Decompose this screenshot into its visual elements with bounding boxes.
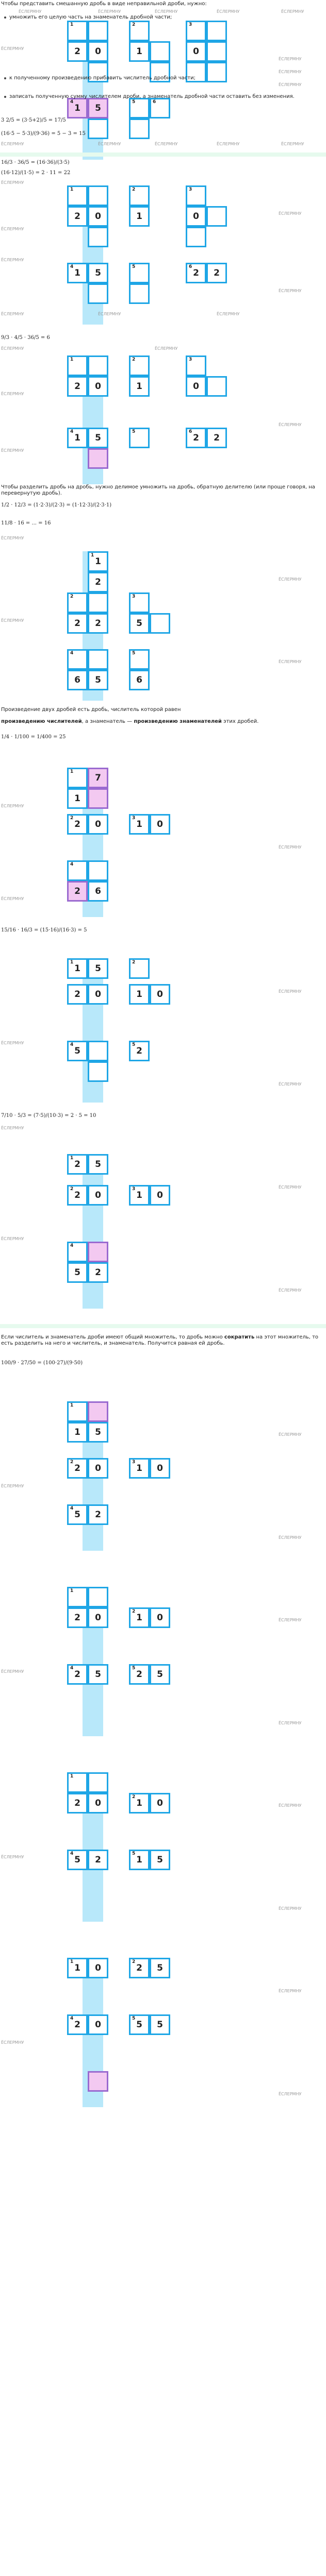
ad-label: ЁСЛЕРМНУ	[1, 1126, 24, 1130]
grid-cell[interactable]: 0	[150, 984, 170, 1005]
ad-label: ЁСЛЕРМНУ	[1, 1484, 24, 1488]
grid-cell[interactable]: 0	[88, 1185, 108, 1206]
grid-cell[interactable]: 1 2	[67, 1154, 88, 1175]
example-4: (16·12)/(1·5) = 2 · 11 = 22	[1, 170, 71, 176]
ad-label: ЁСЛЕРМНУ	[279, 1432, 302, 1437]
grid-cell[interactable]	[150, 613, 170, 634]
grid-cell[interactable]: 2	[67, 206, 88, 227]
ad-label: ЁСЛЕРМНУ	[281, 142, 304, 146]
grid-cell[interactable]: 5	[67, 1262, 88, 1283]
ad-label: ЁСЛЕРМНУ	[1, 258, 24, 262]
ad-label: ЁСЛЕРМНУ	[279, 577, 302, 582]
grid-cell[interactable]: 2	[88, 572, 108, 592]
grid-cell[interactable]: 1 1	[67, 958, 88, 979]
grid-cell[interactable]: 1	[67, 185, 88, 206]
puzzle-grid[interactable]	[52, 1154, 309, 1303]
grid-cell[interactable]: 5	[88, 1154, 108, 1175]
grid-cell[interactable]: 2 1	[129, 1607, 150, 1628]
grid-cell[interactable]: 5	[150, 1958, 170, 1978]
grid-cell[interactable]: 3	[129, 592, 150, 613]
grid-cell[interactable]	[206, 62, 227, 82]
section-2-rule: произведению числителей, а знаменатель — произведению знаменателей этих дробей.	[1, 719, 259, 724]
grid-cell[interactable]: 5	[88, 1664, 108, 1685]
example-5: 9/3 · 4/5 · 36/5 = 6	[1, 335, 50, 341]
grid-cell[interactable]: 4 5	[67, 1041, 88, 1061]
ad-label: ЁСЛЕРМНУ	[217, 142, 240, 146]
grid-cell[interactable]	[88, 185, 108, 206]
ad-label: ЁСЛЕРМНУ	[279, 1185, 302, 1190]
example-1: 3 2/5 = (3·5+2)/5 = 17/5	[1, 117, 66, 123]
ad-label: ЁСЛЕРМНУ	[98, 142, 121, 146]
grid-cell[interactable]: 2 2	[67, 1185, 88, 1206]
ad-label: ЁСЛЕРМНУ	[279, 70, 302, 74]
ad-label: ЁСЛЕРМНУ	[1, 312, 24, 316]
grid-cell[interactable]: 4	[67, 860, 88, 881]
grid-cell[interactable]: 1	[129, 206, 150, 227]
grid-cell[interactable]: 6	[67, 670, 88, 690]
grid-cell[interactable]	[206, 21, 227, 41]
grid-cell[interactable]: 2	[67, 592, 88, 613]
grid-cell[interactable]: 6	[129, 670, 150, 690]
grid-cell[interactable]: 6	[150, 98, 170, 118]
ad-label: ЁСЛЕРМНУ	[155, 346, 178, 351]
grid-cell[interactable]	[186, 227, 206, 247]
ad-label: ЁСЛЕРМНУ	[279, 659, 302, 664]
ad-label: ЁСЛЕРМНУ	[279, 82, 302, 87]
ad-label: ЁСЛЕРМНУ	[279, 289, 302, 293]
grid-cell[interactable]: 0	[88, 1793, 108, 1814]
grid-cell[interactable]: 5	[88, 958, 108, 979]
grid-cell[interactable]: 0	[186, 206, 206, 227]
ad-label: ЁСЛЕРМНУ	[155, 9, 178, 14]
grid-cell[interactable]: 0	[88, 1607, 108, 1628]
separator	[0, 1324, 326, 1328]
grid-cell[interactable]: 0	[88, 814, 108, 835]
bullet-icon	[4, 16, 6, 19]
grid-cell[interactable]: 2	[67, 1793, 88, 1814]
ad-label: ЁСЛЕРМНУ	[1, 1855, 24, 1859]
grid-cell[interactable]: 2	[129, 355, 150, 376]
ad-label: ЁСЛЕРМНУ	[279, 1803, 302, 1808]
grid-cell[interactable]: 2 2	[67, 814, 88, 835]
grid-cell[interactable]	[88, 592, 108, 613]
step-2: к полученному произведению прибавить числитель дробной части;	[9, 75, 195, 81]
grid-cell[interactable]: 4 5	[67, 1850, 88, 1870]
grid-cell-highlight[interactable]	[88, 2071, 108, 2092]
grid-bar	[83, 1154, 103, 1309]
grid-cell[interactable]: 1	[67, 1587, 88, 1607]
section-2-text-2: Произведение двух дробей есть дробь, числитель которой равен	[1, 707, 181, 713]
grid-cell[interactable]	[88, 355, 108, 376]
section-3-text: Если числитель и знаменатель дроби имеют общий множитель, то дробь можно сократить на этот множитель, то есть разделить на него и числитель, и знаменатель. Получится равная ей дробь.	[1, 1334, 319, 1346]
grid-cell[interactable]: 0	[150, 1185, 170, 1206]
grid-cell[interactable]: 2 2	[129, 1958, 150, 1978]
grid-cell[interactable]: 5	[129, 428, 150, 448]
grid-cell[interactable]: 1	[67, 768, 88, 788]
puzzle-grid[interactable]	[52, 21, 309, 155]
grid-cell-highlight[interactable]	[88, 1242, 108, 1262]
grid-cell[interactable]: 2	[206, 263, 227, 283]
ad-label: ЁСЛЕРМНУ	[279, 1721, 302, 1725]
grid-cell[interactable]: 5	[150, 1850, 170, 1870]
grid-cell[interactable]	[88, 227, 108, 247]
grid-cell-highlight[interactable]: 5	[88, 98, 108, 118]
grid-cell[interactable]: 2	[206, 428, 227, 448]
puzzle-grid[interactable]	[52, 355, 309, 479]
example-2: (16·5 − 5·3)/(9·36) = 5 − 3 = 15	[1, 131, 86, 137]
bullet-icon	[4, 77, 6, 79]
grid-cell-highlight[interactable]: 7	[88, 768, 108, 788]
grid-cell[interactable]: 1 1	[67, 1958, 88, 1978]
grid-cell[interactable]: 2	[88, 1850, 108, 1870]
grid-cell[interactable]: 5	[129, 263, 150, 283]
ad-label: ЁСЛЕРМНУ	[279, 1906, 302, 1911]
grid-cell[interactable]: 2	[88, 613, 108, 634]
ad-label: ЁСЛЕРМНУ	[1, 448, 24, 453]
example-8: 1/4 · 1/100 = 1/400 = 25	[1, 734, 66, 740]
grid-cell[interactable]: 2	[67, 41, 88, 62]
grid-cell[interactable]: 0	[150, 1458, 170, 1479]
grid-cell[interactable]: 2	[88, 1504, 108, 1525]
grid-cell[interactable]: 3 1	[129, 1185, 150, 1206]
ad-label: ЁСЛЕРМНУ	[1, 392, 24, 396]
grid-cell[interactable]: 2	[67, 376, 88, 397]
grid-cell[interactable]: 0	[186, 376, 206, 397]
grid-cell[interactable]: 0	[150, 1793, 170, 1814]
example-9: 15/16 · 16/3 = (15·16)/(16·3) = 5	[1, 927, 87, 933]
grid-cell-highlight[interactable]: 2	[67, 881, 88, 902]
intro-text: Чтобы представить смешанную дробь в виде неправильной дроби, нужно:	[1, 1, 207, 7]
ad-label: ЁСЛЕРМНУ	[279, 2092, 302, 2096]
ad-label: ЁСЛЕРМНУ	[279, 57, 302, 61]
grid-cell[interactable]: 5 5	[129, 2014, 150, 2035]
grid-cell[interactable]: 2 2	[67, 1458, 88, 1479]
grid-cell[interactable]: 5 1	[129, 1850, 150, 1870]
ad-label: ЁСЛЕРМНУ	[19, 9, 42, 14]
grid-cell[interactable]: 1	[129, 41, 150, 62]
grid-cell[interactable]: 5 2	[129, 1041, 150, 1061]
grid-cell[interactable]	[88, 649, 108, 670]
grid-cell[interactable]	[88, 1772, 108, 1793]
grid-cell[interactable]	[88, 118, 108, 139]
ad-label: ЁСЛЕРМНУ	[1, 896, 24, 901]
grid-cell[interactable]: 1	[67, 1422, 88, 1443]
grid-cell[interactable]: 5	[150, 2014, 170, 2035]
grid-cell[interactable]: 1 1	[88, 551, 108, 572]
ad-label: ЁСЛЕРМНУ	[217, 9, 240, 14]
grid-cell[interactable]: 3	[186, 185, 206, 206]
grid-cell[interactable]: 4 2	[67, 2014, 88, 2035]
grid-cell[interactable]: 5	[88, 263, 108, 283]
grid-cell[interactable]: 4 1	[67, 428, 88, 448]
puzzle-grid[interactable]	[52, 551, 309, 696]
example-11: 100/9 · 27/50 = (100·27)/(9·50)	[1, 1360, 83, 1366]
grid-cell[interactable]: 6	[88, 881, 108, 902]
ad-label: ЁСЛЕРМНУ	[1, 2040, 24, 2045]
grid-cell[interactable]: 2	[67, 1607, 88, 1628]
puzzle-grid[interactable]	[52, 958, 309, 1097]
grid-cell[interactable]: 1	[67, 21, 88, 41]
grid-cell[interactable]: 4	[67, 1242, 88, 1262]
ad-label: ЁСЛЕРМНУ	[155, 142, 178, 146]
grid-cell[interactable]: 5	[129, 98, 150, 118]
grid-cell[interactable]: 1	[129, 376, 150, 397]
grid-cell-highlight[interactable]	[88, 1401, 108, 1422]
ad-label: ЁСЛЕРМНУ	[1, 142, 24, 146]
grid-cell[interactable]: 5 2	[129, 1664, 150, 1685]
grid-cell-highlight[interactable]: 4 1	[67, 98, 88, 118]
ad-label: ЁСЛЕРМНУ	[1, 536, 24, 540]
grid-cell[interactable]	[88, 1587, 108, 1607]
grid-cell[interactable]	[129, 283, 150, 304]
grid-cell[interactable]	[129, 118, 150, 139]
grid-cell[interactable]: 2 1	[129, 1793, 150, 1814]
ad-label: ЁСЛЕРМНУ	[281, 9, 304, 14]
grid-cell[interactable]: 1	[129, 984, 150, 1005]
grid-cell[interactable]	[88, 283, 108, 304]
ad-label: ЁСЛЕРМНУ	[1, 1041, 24, 1045]
ad-label: ЁСЛЕРМНУ	[1, 180, 24, 185]
ad-label: ЁСЛЕРМНУ	[98, 9, 121, 14]
ad-label: ЁСЛЕРМНУ	[279, 845, 302, 850]
grid-cell[interactable]: 5	[150, 1664, 170, 1685]
grid-cell[interactable]: 6 2	[186, 428, 206, 448]
grid-cell[interactable]	[206, 206, 227, 227]
grid-cell[interactable]: 0	[88, 984, 108, 1005]
ad-label: ЁСЛЕРМНУ	[1, 46, 24, 51]
ad-label: ЁСЛЕРМНУ	[279, 1618, 302, 1622]
grid-cell[interactable]	[88, 860, 108, 881]
ad-label: ЁСЛЕРМНУ	[1, 1236, 24, 1241]
ad-label: ЁСЛЕРМНУ	[279, 211, 302, 216]
grid-cell[interactable]	[206, 376, 227, 397]
puzzle-grid[interactable]	[52, 185, 309, 319]
grid-cell[interactable]: 3	[186, 355, 206, 376]
grid-cell[interactable]: 0	[88, 1458, 108, 1479]
grid-cell[interactable]: 0	[88, 206, 108, 227]
grid-cell[interactable]: 0	[88, 41, 108, 62]
puzzle-grid[interactable]	[52, 768, 309, 912]
grid-cell[interactable]: 4	[67, 649, 88, 670]
ad-label: ЁСЛЕРМНУ	[1, 804, 24, 808]
grid-cell[interactable]: 4 2	[67, 1664, 88, 1685]
bullet-icon	[4, 96, 6, 98]
ad-label: ЁСЛЕРМНУ	[1, 346, 24, 351]
grid-cell[interactable]: 2	[129, 958, 150, 979]
grid-cell[interactable]: 2	[129, 21, 150, 41]
grid-cell[interactable]: 1	[67, 788, 88, 809]
ad-label: ЁСЛЕРМНУ	[279, 989, 302, 994]
grid-cell[interactable]	[150, 41, 170, 62]
example-7: 11/8 · 16 = ... = 16	[1, 520, 51, 526]
grid-cell[interactable]	[88, 1061, 108, 1082]
section-2-text: Чтобы разделить дробь на дробь, нужно делимое умножить на дробь, обратную делителю (или проще говоря, на перевернутую дробь).	[1, 484, 315, 496]
grid-cell-highlight[interactable]	[88, 788, 108, 809]
ad-label: ЁСЛЕРМНУ	[98, 312, 121, 316]
grid-cell[interactable]: 4 1	[67, 263, 88, 283]
grid-cell[interactable]: 5	[88, 670, 108, 690]
ad-label: ЁСЛЕРМНУ	[1, 618, 24, 623]
grid-cell[interactable]: 5	[88, 1422, 108, 1443]
grid-cell[interactable]: 0	[88, 376, 108, 397]
grid-cell[interactable]	[206, 41, 227, 62]
grid-cell[interactable]: 0	[150, 1607, 170, 1628]
grid-cell[interactable]: 3 1	[129, 814, 150, 835]
ad-label: ЁСЛЕРМНУ	[1, 227, 24, 231]
grid-cell[interactable]: 5	[129, 649, 150, 670]
ad-label: ЁСЛЕРМНУ	[279, 422, 302, 427]
example-6: 1/2 · 12/3 = (1·2·3)/(2·3) = (1·12·3)/(2·3·1)	[1, 502, 112, 508]
grid-cell[interactable]: 3 1	[129, 1458, 150, 1479]
grid-cell[interactable]: 6 2	[186, 263, 206, 283]
grid-cell[interactable]: 1	[67, 1401, 88, 1422]
grid-cell[interactable]: 5	[88, 428, 108, 448]
example-3: 16/3 · 36/5 = (16·36)/(3·5)	[1, 160, 70, 165]
grid-cell[interactable]: 2	[129, 185, 150, 206]
grid-cell-highlight[interactable]	[88, 448, 108, 469]
grid-cell[interactable]: 1	[67, 355, 88, 376]
step-3: записать полученную сумму числителем дроби, а знаменатель дробной части оставить без изменения.	[9, 94, 295, 99]
puzzle-grid[interactable]	[52, 1401, 309, 1546]
ad-label: ЁСЛЕРМНУ	[279, 1989, 302, 1993]
separator	[0, 152, 326, 157]
ad-label: ЁСЛЕРМНУ	[1, 1669, 24, 1674]
grid-cell[interactable]: 2	[67, 984, 88, 1005]
ad-label: ЁСЛЕРМНУ	[279, 1288, 302, 1293]
grid-cell[interactable]: 0	[150, 814, 170, 835]
step-1: умножить его целую часть на знаменатель дробной части;	[9, 14, 172, 20]
ad-label: ЁСЛЕРМНУ	[279, 1535, 302, 1540]
grid-cell[interactable]	[88, 1041, 108, 1061]
puzzle-grid[interactable]	[52, 1587, 309, 1731]
grid-cell[interactable]: 2	[67, 613, 88, 634]
grid-cell[interactable]: 4 5	[67, 1504, 88, 1525]
grid-cell[interactable]: 2	[88, 1262, 108, 1283]
ad-label: ЁСЛЕРМНУ	[279, 1082, 302, 1087]
grid-cell[interactable]: 5	[129, 613, 150, 634]
grid-cell[interactable]	[88, 21, 108, 41]
example-10: 7/10 · 5/3 = (7·5)/(10·3) = 2 · 5 = 10	[1, 1113, 96, 1118]
grid-cell[interactable]: 3	[186, 21, 206, 41]
grid-cell[interactable]: 0	[88, 1958, 108, 1978]
puzzle-grid[interactable]	[52, 1772, 309, 1917]
grid-cell[interactable]: 0	[88, 2014, 108, 2035]
grid-cell[interactable]: 0	[186, 41, 206, 62]
grid-cell[interactable]: 1	[67, 1772, 88, 1793]
ad-label: ЁСЛЕРМНУ	[217, 312, 240, 316]
puzzle-grid[interactable]	[52, 1958, 309, 2102]
